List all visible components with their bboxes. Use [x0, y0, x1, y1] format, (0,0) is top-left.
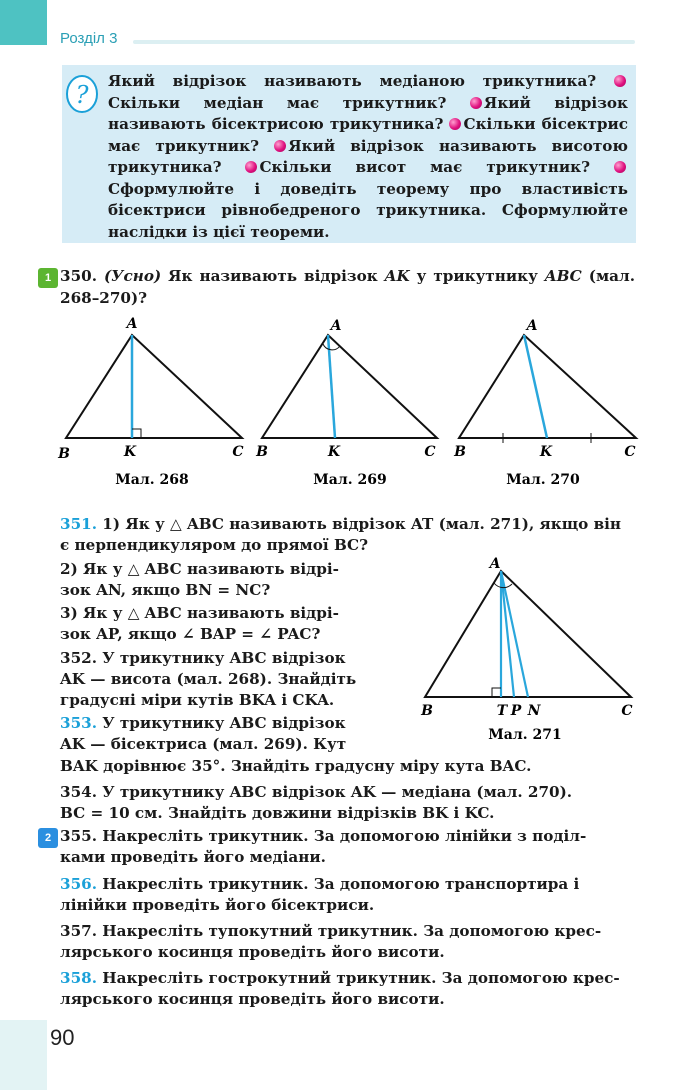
problem-350: 350. (Усно) Як називають відрізок AK у трикутнику ABC (мал. 268–270)? [60, 267, 635, 307]
problem-351-part-3: 3) Як у △ ABC називають відрі- [60, 604, 339, 622]
problem-355-line-2: ками проведіть його медіани. [60, 848, 326, 866]
figure-269 [255, 318, 437, 488]
problem-351: 351. 1) Як у △ ABC називають відрізок AT (мал. 271), якщо він [60, 515, 622, 533]
label-C: C [232, 444, 244, 460]
question-3: Який відрізок називають бісектрисою трикутника? [108, 93, 628, 133]
label-K: K [123, 444, 137, 460]
problem-358: 358. Накресліть гострокутний трикутник. За допомогою крес- [60, 969, 620, 987]
problem-357: 357. Накресліть тупокутний трикутник. За допомогою крес- [60, 922, 602, 940]
figure-268 [57, 316, 244, 488]
page-number: 90 [50, 1025, 75, 1050]
label-P: P [510, 703, 522, 719]
label-B: B [58, 446, 70, 462]
label-A: A [489, 556, 501, 572]
level-1-icon: 1 [38, 268, 58, 288]
label-T: T [496, 703, 508, 719]
caption-269: Мал. 269 [313, 472, 387, 488]
problem-351-line-2: є перпендикуляром до прямої BC? [60, 536, 369, 554]
caption-270: Мал. 270 [506, 472, 580, 488]
review-questions [108, 71, 628, 243]
footer-tab [0, 1020, 47, 1090]
label-K: K [539, 444, 553, 460]
svg-text:?: ? [75, 81, 89, 109]
figure-270 [453, 318, 636, 488]
problem-358-line-2: лярського косинця проведіть його висоти. [60, 990, 445, 1008]
bullet-icon [449, 118, 461, 130]
problem-357-line-2: лярського косинця проведіть його висоти. [60, 943, 445, 961]
problem-351-part-2-line-2: зок AN, якщо BN = NC? [60, 581, 271, 599]
problem-354-line-2: BC = 10 см. Знайдіть довжини відрізків BK і KC. [60, 804, 495, 822]
problem-353-line-3: BAK дорівнює 35°. Знайдіть градусну міру кута BAC. [60, 757, 532, 775]
figure-271 [415, 555, 640, 750]
question-7: Сформулюйте і доведіть теорему про властивість бісектриси рівнобедреного трикутника. Сформулюйте наслідки із цієї теореми. [108, 179, 628, 241]
label-B: B [256, 444, 268, 460]
bullet-icon [614, 161, 626, 173]
label-B: B [454, 444, 466, 460]
bullet-icon [470, 97, 482, 109]
label-B: B [421, 703, 433, 719]
problem-355: 355. Накресліть трикутник. За допомогою лінійки з поділ- [60, 827, 587, 845]
label-A: A [526, 318, 538, 334]
level-2-icon: 2 [38, 828, 58, 848]
problem-352: 352. У трикутнику ABC відрізок [60, 649, 346, 667]
label-A: A [126, 316, 138, 332]
problem-352-line-3: градусні міри кутів BKA і CKA. [60, 691, 335, 709]
question-4: Скільки бісектрис має трикутник? [108, 115, 628, 155]
label-K: K [327, 444, 341, 460]
label-C: C [624, 444, 636, 460]
problem-353-line-2: AK — бісектриса (мал. 269). Кут [60, 735, 347, 753]
problem-351-part-3-line-2: зок AP, якщо ∠ BAP = ∠ PAC? [60, 625, 321, 643]
problem-352-line-2: AK — висота (мал. 268). Знайдіть [60, 670, 357, 688]
bullet-icon [245, 161, 257, 173]
section-title: Розділ 3 [60, 30, 118, 47]
question-2: Скільки медіан має трикутник? [108, 93, 447, 112]
question-5: Який відрізок називають висотою трикутника? [108, 136, 628, 176]
bullet-icon [274, 140, 286, 152]
problem-353: 353. У трикутнику ABC відрізок [60, 714, 346, 732]
problem-356-line-2: лінійки проведіть його бісектриси. [60, 896, 375, 914]
corner-tab [0, 0, 47, 45]
header-rule [133, 40, 635, 44]
caption-271: Мал. 271 [488, 727, 562, 743]
problem-354: 354. У трикутнику ABC відрізок AK — медіана (мал. 270). [60, 783, 573, 801]
problem-356: 356. Накресліть трикутник. За допомогою транспортира і [60, 875, 580, 893]
bullet-icon [614, 75, 626, 87]
question-6: Скільки висот має трикутник? [259, 158, 591, 176]
caption-268: Мал. 268 [115, 472, 189, 488]
figures-268-270 [0, 310, 700, 500]
label-C: C [621, 703, 633, 719]
label-A: A [330, 318, 342, 334]
problem-351-part-2: 2) Як у △ ABC називають відрі- [60, 560, 339, 578]
label-C: C [424, 444, 436, 460]
question-1: Який відрізок називають медіаною трикутника? [108, 72, 597, 90]
question-icon [63, 73, 103, 117]
label-N: N [527, 703, 541, 719]
